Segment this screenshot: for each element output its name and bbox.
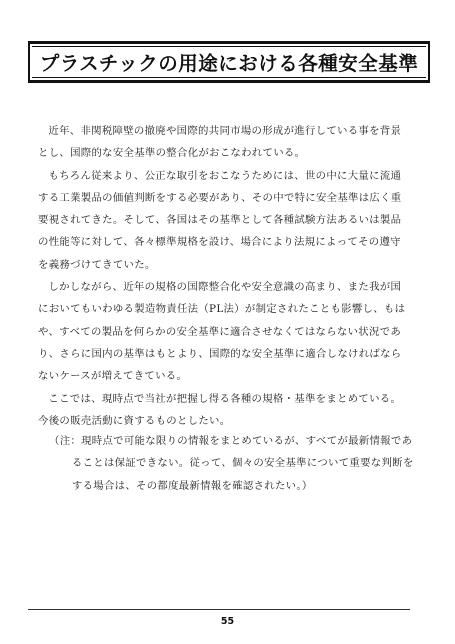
footer-rule: [28, 609, 410, 610]
title-frame: [28, 41, 430, 83]
page-title: プラスチックの用途における各種安全基準: [39, 52, 419, 75]
body-text: [38, 120, 408, 432]
paragraph: しかしながら、近年の規格の国際整合化や安全意識の高まり、また我が国においてもいわゆる製造物責任法（PL法）が制定されたことも影響し、もはや、すべての製品を何らかの安全基準に適合させなくてはならない状況であり、さらに国内の基準はもとより、国際的な安全基準に適合しなければならないケースが増えてきている。: [38, 281, 406, 383]
paragraph: ここでは、現時点で当社が把握し得る各種の規格・基準をまとめている。今後の販売活動に資するものとしたい。: [38, 392, 402, 427]
page-number: 55: [220, 616, 235, 627]
paragraph: もちろん従来より、公正な取引をおこなうためには、世の中に大量に流通する工業製品の価値判断をする必要があり、その中で特に安全基準は広く重要視されてきた。そして、各国はその基準として各種試験方法あるいは製品の性能等に対して、各々標準規格を設け、場合により法規によってその遵守を義務づけてきていた。: [38, 169, 402, 271]
paragraph: 近年、非関税障壁の撤廃や国際的共同市場の形成が進行している事を背景とし、国際的な安全基準の整合化がおこなわれている。: [38, 125, 402, 160]
note: （注：現時点で可能な限りの情報をまとめているが、すべてが最新情報であることは保証できない。従って、個々の安全基準について重要な判断をする場合は、その都度最新情報を確認されたい。）: [49, 435, 414, 492]
